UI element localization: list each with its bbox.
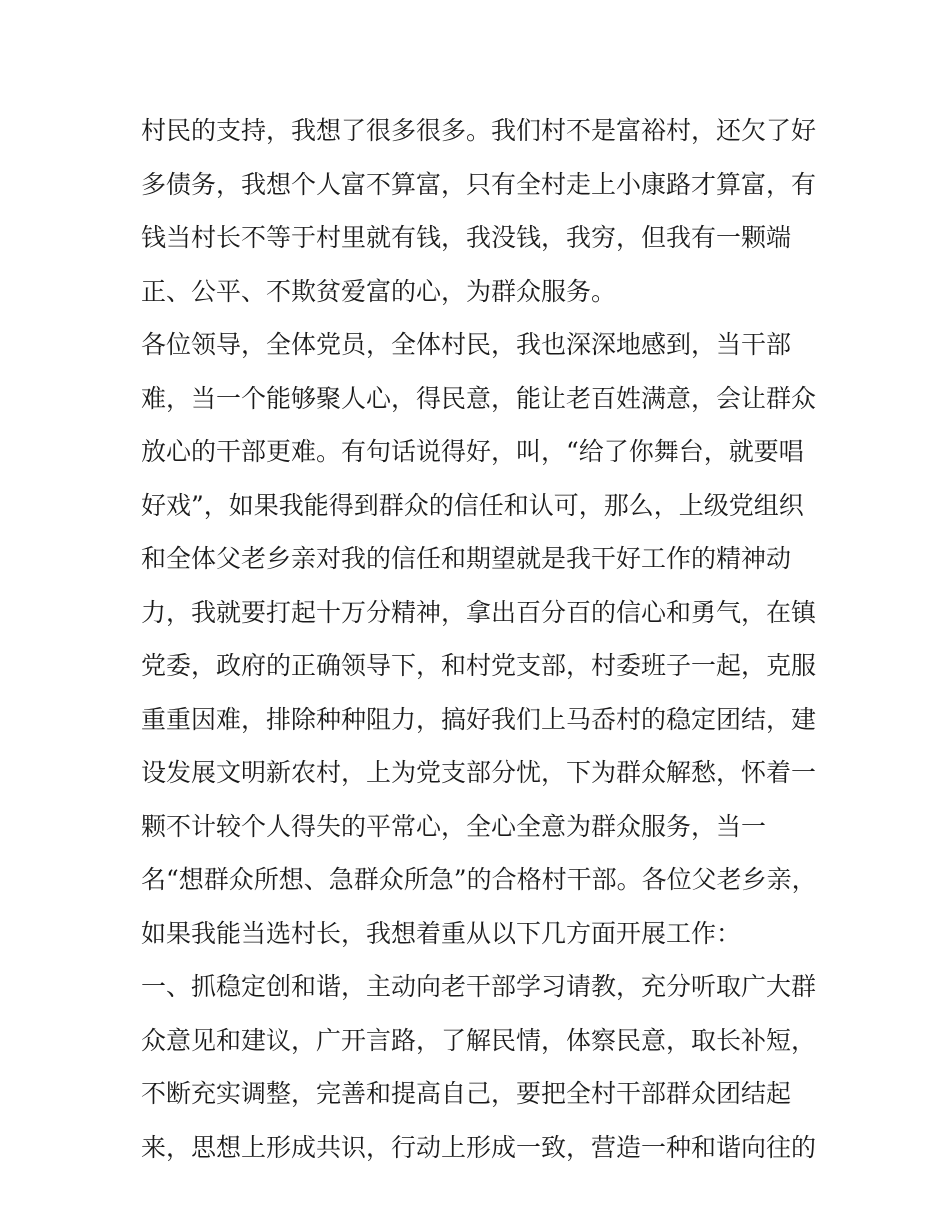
text-line: 多债务，我想个人富不算富，只有全村走上小康路才算富，有 [141,169,817,199]
text-line: 村民的支持，我想了很多很多。我们村不是富裕村，还欠了好 [141,116,817,145]
text-line: 一、抓稳定创和谐，主动向老干部学习请教，充分听取广大群 [141,972,817,1001]
text-line: 如果我能当选村长，我想着重从以下几方面开展工作： [141,918,742,948]
text-line: 众意见和建议，广开言路，了解民情，体察民意，取长补短， [141,1025,817,1055]
text-line: 好戏”，如果我能得到群众的信任和认可，那么，上级党组织 [141,490,804,520]
text-line: 不断充实调整，完善和提高自己，要把全村干部群众团结起 [141,1079,792,1108]
text-line: 党委，政府的正确领导下，和村党支部，村委班子一起，克服 [141,651,817,680]
text-line: 力，我就要打起十万分精神，拿出百分百的信心和勇气，在镇 [141,597,817,627]
text-line: 颗不计较个人得失的平常心，全心全意为群众服务，当一 [141,811,767,841]
text-line: 来，思想上形成共识，行动上形成一致，营造一种和谐向往的 [141,1132,817,1162]
text-line: 难，当一个能够聚人心，得民意，能让老百姓满意，会让群众 [141,383,817,413]
text-line: 各位领导，全体党员，全体村民，我也深深地感到，当干部 [141,330,792,359]
text-line: 名“想群众所想、急群众所急”的合格村干部。各位父老乡亲， [141,865,817,894]
text-line: 和全体父老乡亲对我的信任和期望就是我干好工作的精神动 [141,544,792,573]
text-line: 放心的干部更难。有句话说得好，叫，“给了你舞台，就要唱 [141,437,804,466]
text-line: 重重因难，排除种种阻力，搞好我们上马岙村的稳定团结，建 [141,704,817,734]
text-line: 正、公平、不欺贫爱富的心，为群众服务。 [141,276,617,306]
body-text [141,104,821,1174]
text-line: 设发展文明新农村，上为党支部分忧，下为群众解愁，怀着一 [141,758,817,787]
text-line: 钱当村长不等于村里就有钱，我没钱，我穷，但我有一颗端 [141,223,792,252]
